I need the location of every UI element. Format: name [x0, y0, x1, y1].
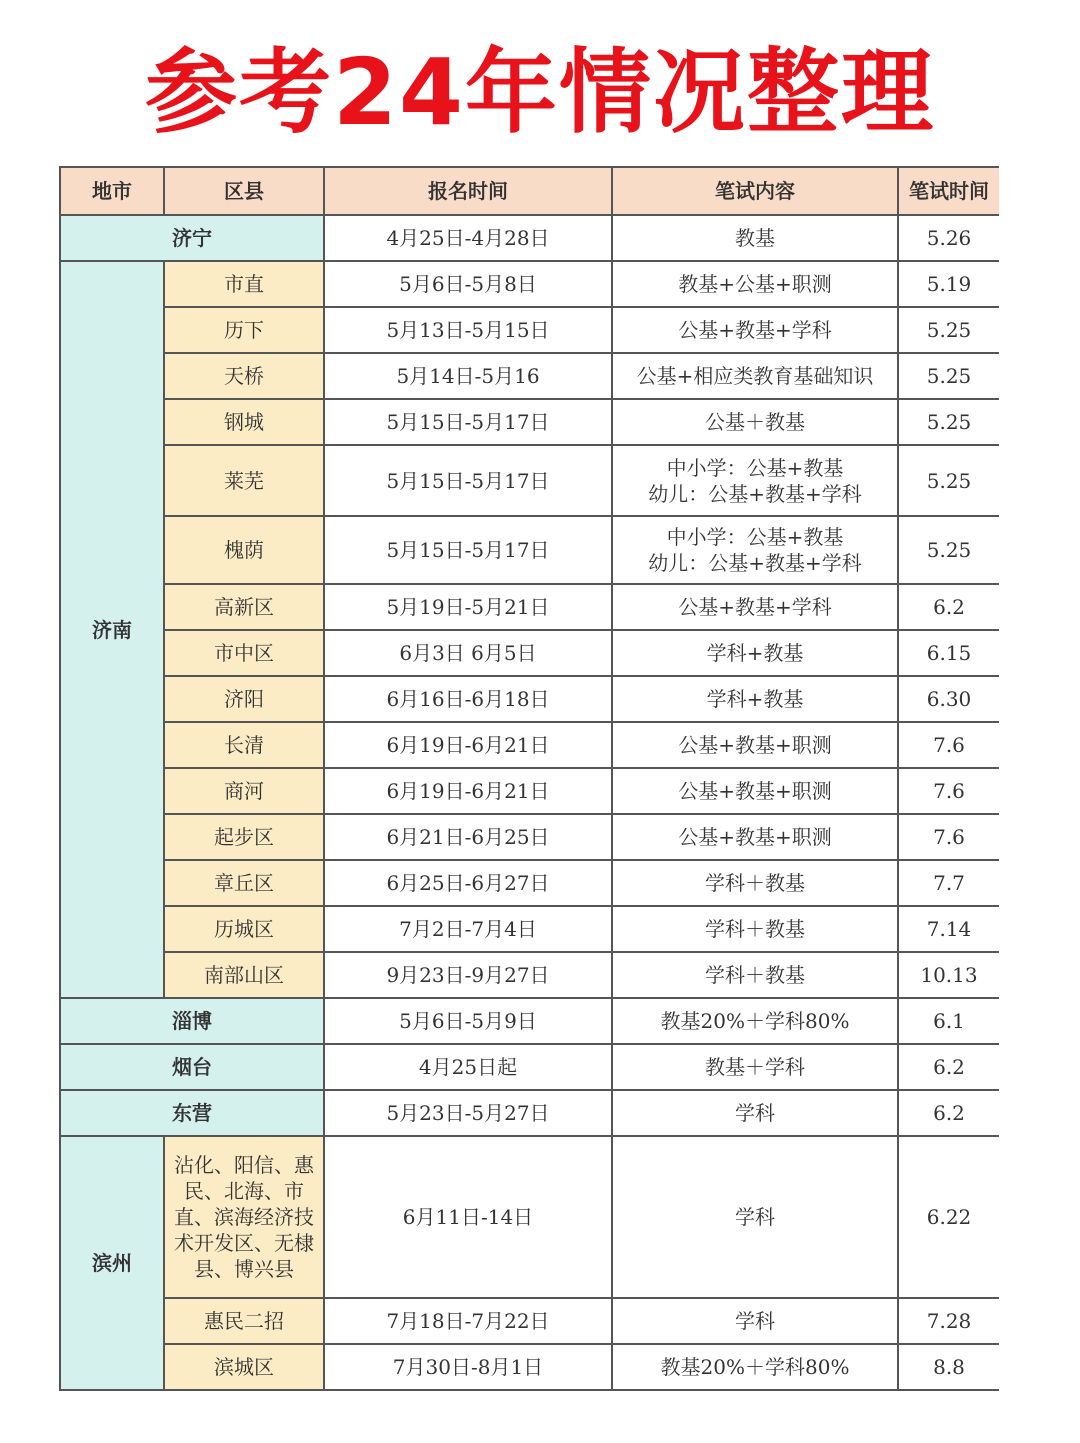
header-city: 地市 — [60, 167, 164, 215]
exam-time-cell: 6.2 — [898, 1090, 999, 1136]
table-row — [60, 215, 999, 261]
registration-cell: 7月2日-7月4日 — [324, 906, 612, 952]
exam-time-cell: 6.1 — [898, 998, 999, 1044]
table-row — [60, 860, 999, 906]
table-row — [60, 353, 999, 399]
registration-cell: 6月16日-6月18日 — [324, 676, 612, 722]
district-cell: 钢城 — [164, 399, 324, 445]
content-line-preschool: 幼儿：公基+教基+学科 — [648, 551, 862, 575]
exam-time-cell: 6.15 — [898, 630, 999, 676]
registration-cell: 6月19日-6月21日 — [324, 768, 612, 814]
registration-cell: 5月23日-5月27日 — [324, 1090, 612, 1136]
registration-cell: 6月3日 6月5日 — [324, 630, 612, 676]
content-cell: 学科+教基 — [612, 630, 898, 676]
exam-schedule-table — [59, 166, 999, 1391]
table-row — [60, 630, 999, 676]
registration-cell: 5月15日-5月17日 — [324, 399, 612, 445]
content-line-preschool: 幼儿：公基+教基+学科 — [648, 481, 862, 506]
table-row — [60, 307, 999, 353]
district-cell: 莱芜 — [164, 445, 324, 516]
exam-time-cell: 7.7 — [898, 860, 999, 906]
content-cell: 公基+教基+学科 — [612, 584, 898, 630]
district-cell: 滨城区 — [164, 1344, 324, 1390]
registration-cell: 6月19日-6月21日 — [324, 722, 612, 768]
content-cell: 公基+相应类教育基础知识 — [612, 353, 898, 399]
header-exam-time: 笔试时间 — [898, 167, 999, 215]
table-row — [60, 261, 999, 307]
district-cell: 槐荫 — [164, 516, 324, 584]
registration-cell: 6月25日-6月27日 — [324, 860, 612, 906]
table-row — [60, 998, 999, 1044]
district-cell: 济阳 — [164, 676, 324, 722]
page-title: 参考24年情况整理 — [144, 39, 936, 146]
exam-time-cell: 7.14 — [898, 906, 999, 952]
content-cell: 教基 — [612, 215, 898, 261]
district-cell: 市中区 — [164, 630, 324, 676]
registration-cell: 5月19日-5月21日 — [324, 584, 612, 630]
district-cell: 南部山区 — [164, 952, 324, 998]
table-row — [60, 952, 999, 998]
district-cell: 历下 — [164, 307, 324, 353]
table-row — [60, 399, 999, 445]
table-row — [60, 768, 999, 814]
city-cell: 淄博 — [60, 998, 324, 1044]
header-district: 区县 — [164, 167, 324, 215]
district-cell: 商河 — [164, 768, 324, 814]
city-cell: 东营 — [60, 1090, 324, 1136]
district-cell: 长清 — [164, 722, 324, 768]
table-row — [60, 676, 999, 722]
exam-time-cell: 5.25 — [898, 353, 999, 399]
district-cell: 市直 — [164, 261, 324, 307]
city-cell: 烟台 — [60, 1044, 324, 1090]
table-row — [60, 1090, 999, 1136]
city-cell: 滨州 — [60, 1136, 164, 1390]
exam-time-cell: 7.6 — [898, 722, 999, 768]
registration-cell: 5月6日-5月9日 — [324, 998, 612, 1044]
district-cell: 沾化、阳信、惠民、北海、市直、滨海经济技术开发区、无棣县、博兴县 — [164, 1136, 324, 1298]
content-cell: 教基+公基+职测 — [612, 261, 898, 307]
content-cell: 公基+教基+职测 — [612, 814, 898, 860]
registration-cell: 5月15日-5月17日 — [324, 445, 612, 516]
content-cell: 学科＋教基 — [612, 860, 898, 906]
content-cell: 公基+教基+职测 — [612, 768, 898, 814]
district-cell: 历城区 — [164, 906, 324, 952]
content-cell: 学科+教基 — [612, 676, 898, 722]
table-row — [60, 722, 999, 768]
registration-cell: 4月25日-4月28日 — [324, 215, 612, 261]
registration-cell: 7月18日-7月22日 — [324, 1298, 612, 1344]
exam-time-cell: 6.30 — [898, 676, 999, 722]
table-row — [60, 1044, 999, 1090]
registration-cell: 9月23日-9月27日 — [324, 952, 612, 998]
exam-time-cell: 5.25 — [898, 399, 999, 445]
registration-cell: 5月6日-5月8日 — [324, 261, 612, 307]
exam-time-cell: 5.25 — [898, 445, 999, 516]
table-row — [60, 584, 999, 630]
content-cell: 公基+教基+职测 — [612, 722, 898, 768]
exam-time-cell: 6.2 — [898, 584, 999, 630]
city-cell: 济宁 — [60, 215, 324, 261]
registration-cell: 5月15日-5月17日 — [324, 516, 612, 584]
exam-time-cell: 5.25 — [898, 307, 999, 353]
exam-time-cell: 7.6 — [898, 814, 999, 860]
city-cell: 济南 — [60, 261, 164, 998]
header-row — [60, 167, 999, 215]
registration-cell: 4月25日起 — [324, 1044, 612, 1090]
content-cell — [612, 516, 898, 584]
registration-cell: 7月30日-8月1日 — [324, 1344, 612, 1390]
content-cell: 公基+教基+学科 — [612, 307, 898, 353]
content-cell: 教基20%＋学科80% — [612, 998, 898, 1044]
exam-time-cell: 7.6 — [898, 768, 999, 814]
district-cell: 惠民二招 — [164, 1298, 324, 1344]
content-cell: 教基＋学科 — [612, 1044, 898, 1090]
content-cell: 学科 — [612, 1298, 898, 1344]
content-cell — [612, 445, 898, 516]
table-row — [60, 445, 999, 516]
exam-time-cell: 8.8 — [898, 1344, 999, 1390]
content-cell: 学科 — [612, 1090, 898, 1136]
district-cell: 天桥 — [164, 353, 324, 399]
exam-time-cell: 5.26 — [898, 215, 999, 261]
exam-time-cell: 10.13 — [898, 952, 999, 998]
content-cell: 学科 — [612, 1136, 898, 1298]
exam-time-cell: 6.2 — [898, 1044, 999, 1090]
table-row — [60, 516, 999, 584]
exam-schedule-table-wrapper — [59, 166, 999, 1416]
content-cell: 公基＋教基 — [612, 399, 898, 445]
content-line-primary: 中小学：公基+教基 — [666, 455, 844, 480]
district-cell: 章丘区 — [164, 860, 324, 906]
registration-cell: 6月21日-6月25日 — [324, 814, 612, 860]
table-row — [60, 906, 999, 952]
table-row — [60, 1344, 999, 1390]
exam-time-cell: 6.22 — [898, 1136, 999, 1298]
exam-time-cell: 5.25 — [898, 516, 999, 584]
registration-cell: 5月14日-5月16 — [324, 353, 612, 399]
table-row — [60, 1136, 999, 1298]
table-row — [60, 814, 999, 860]
table-row — [60, 1298, 999, 1344]
exam-time-cell: 5.19 — [898, 261, 999, 307]
content-cell: 学科＋教基 — [612, 952, 898, 998]
header-registration-time: 报名时间 — [324, 167, 612, 215]
registration-cell: 6月11日-14日 — [324, 1136, 612, 1298]
exam-time-cell: 7.28 — [898, 1298, 999, 1344]
registration-cell: 5月13日-5月15日 — [324, 307, 612, 353]
header-exam-content: 笔试内容 — [612, 167, 898, 215]
district-cell: 高新区 — [164, 584, 324, 630]
district-cell: 起步区 — [164, 814, 324, 860]
content-cell: 学科＋教基 — [612, 906, 898, 952]
content-line-primary: 中小学：公基+教基 — [666, 525, 844, 549]
content-cell: 教基20%＋学科80% — [612, 1344, 898, 1390]
